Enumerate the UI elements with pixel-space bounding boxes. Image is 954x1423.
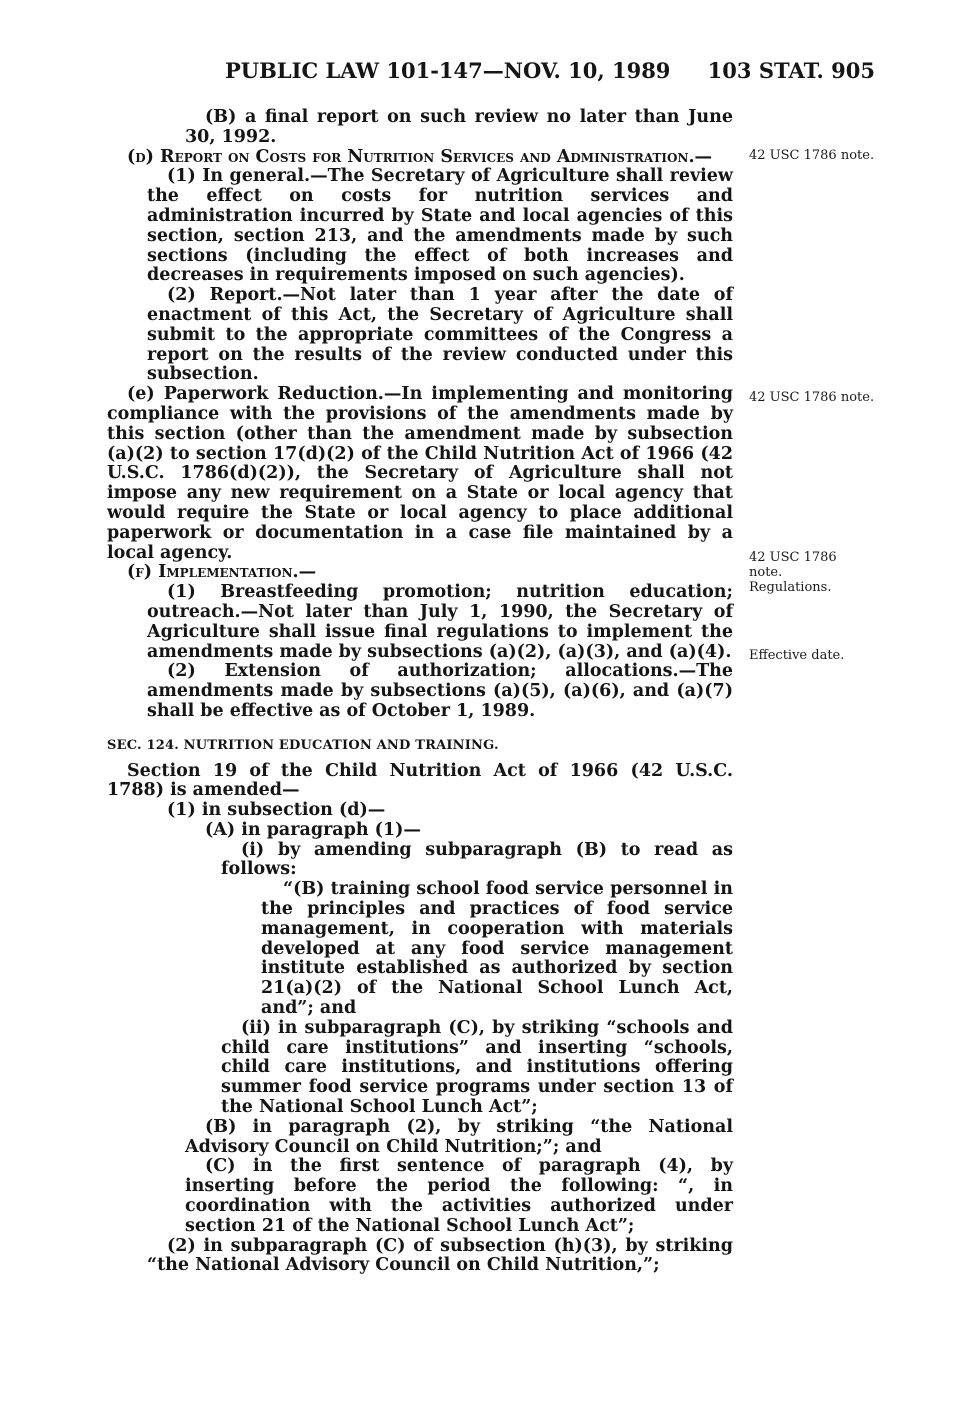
clause-i-amending: (i) by amending subparagraph (B) to read as follows: <box>221 839 733 880</box>
subsection-f-heading: (f) Implementation.— <box>127 562 317 583</box>
clause-a-paragraph-1: (A) in paragraph (1)— <box>205 819 421 840</box>
section-124-heading: SEC. 124. NUTRITION EDUCATION AND TRAINING. <box>107 737 499 753</box>
public-law-citation: PUBLIC LAW 101-147—NOV. 10, 1989 <box>225 58 671 83</box>
statute-page-number: 103 STAT. 905 <box>707 58 875 83</box>
paragraph-d1-in-general: (1) In general.—The Secretary of Agriculture shall review the effect on costs for nutrition services and administration incurred by State and local agencies of this section, section 213, and the amendments made by such sections (including the effect of both increases and decreases in requirements imposed on such agencies). <box>147 166 733 286</box>
margin-note-subsection-d: 42 USC 1786 note. <box>749 148 875 163</box>
clause-1-subsection-d: (1) in subsection (d)— <box>167 800 386 821</box>
margin-note-effective-date: Effective date. <box>749 648 845 663</box>
quoted-subparagraph-b: “(B) training school food service personnel in the principles and practices of food service management, in cooperation with materials developed at any food service management institute established as authorized by section 21(a)(2) of the National School Lunch Act, and”; and <box>261 879 733 1019</box>
clause-b-paragraph-2: (B) in paragraph (2), by striking “the National Advisory Council on Child Nutrition;”; and <box>185 1116 733 1157</box>
clause-2-subsection-h: (2) in subparagraph (C) of subsection (h)(3), by striking “the National Advisory Council on Child Nutrition,”; <box>147 1235 733 1276</box>
margin-note-subsection-e: 42 USC 1786 note. <box>749 390 875 405</box>
document-body <box>107 108 733 1276</box>
paragraph-d2-report: (2) Report.—Not later than 1 year after the date of enactment of this Act, the Secretary of Agriculture shall submit to the appropriate committees of the Congress a report on the results of the review conducted under this subsection. <box>147 285 733 385</box>
paragraph-f2-extension: (2) Extension of authorization; allocations.—The amendments made by subsections (a)(5), (a)(6), and (a)(7) shall be effective as of October 1, 1989. <box>147 661 733 721</box>
subsection-e-paperwork-reduction: (e) Paperwork Reduction.—In implementing and monitoring compliance with the provisions of the amendments made by this section (other than the amendment made by subsection (a)(2) to section 17(d)(2) of the Child Nutrition Act of 1966 (42 U.S.C. 1786(d)(2)), the Secretary of Agriculture shall not impose any new requirement on a State or local agency that would require the State or local agency to place additional paperwork or documentation in a case file maintained by a local agency. <box>107 384 733 563</box>
page-header <box>225 58 875 88</box>
clause-ii-striking: (ii) in subparagraph (C), by striking “schools and child care institutions” and inserting “schools, child care institutions, and institutions offering summer food service programs under section 13 of the National School Lunch Act”; <box>221 1017 733 1118</box>
clause-c-paragraph-4: (C) in the first sentence of paragraph (4), by inserting before the period the following: “, in coordination with the activities authorized under section 21 of the National School Lunch Act”; <box>185 1156 733 1236</box>
subsection-d-heading: (d) Report on Costs for Nutrition Services and Administration.— <box>127 146 713 167</box>
paragraph-f1-breastfeeding: (1) Breastfeeding promotion; nutrition education; outreach.—Not later than July 1, 1990, the Secretary of Agriculture shall issue final regulations to implement the amendments made by subsections (a)(2), (a)(3), and (a)(4). <box>147 582 733 662</box>
section-124-intro: Section 19 of the Child Nutrition Act of 1966 (42 U.S.C. 1788) is amended— <box>107 760 733 801</box>
paragraph-b-final-report: (B) a final report on such review no later than June 30, 1992. <box>185 107 733 147</box>
margin-note-subsection-f: 42 USC 1786 note. Regulations. <box>749 550 837 595</box>
